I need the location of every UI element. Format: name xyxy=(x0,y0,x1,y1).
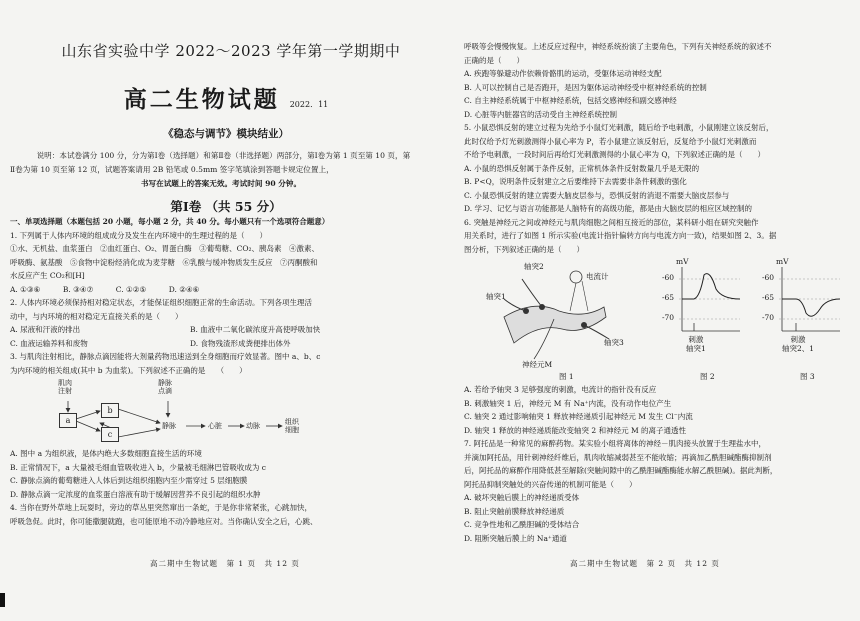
question-4-line: 正确的是（ ） xyxy=(464,55,524,65)
fig3-stimulus-label: 刺激 轴突2、1 xyxy=(782,335,815,353)
option-d: D. 食物残渣形成粪便排出体外 xyxy=(190,338,291,348)
flow-arrows xyxy=(50,379,370,443)
question-3-option-d: D. 静脉点滴一定浓度的血浆蛋白溶液有助于缓解因营养不良引起的组织水肿 xyxy=(10,489,261,499)
question-5-option-a: A. 小鼠的恐惧反射属于条件反射，正常机体条件反射数量几乎是无限的 xyxy=(464,163,700,173)
option-a: A. 尿液和汗液的排出 xyxy=(10,325,81,334)
question-6-option-a: A. 若给予轴突 3 足够强度的刺激，电流计的指针没有反应 xyxy=(464,385,657,394)
school-title: 山东省实验中学 2022～2023 学年第一学期期中 xyxy=(61,42,401,60)
question-5-option-d: D. 学习、记忆与语言功能都是人脑特有的高级功能，都是由大脑皮层的相应区域控制的 xyxy=(464,204,753,213)
question-4-option-d: D. 心脏等内脏器官的活动受自主神经系统控制 xyxy=(464,109,618,119)
fig1-axon-2-label: 轴突2 xyxy=(524,262,544,271)
question-1-line: 水反应产生 CO₂和[H] xyxy=(10,271,85,280)
figure-1-caption: 图 1 xyxy=(559,372,574,381)
fig3-tick-label: -70 xyxy=(762,313,775,322)
question-4-line: 呼吸急促。此时，你可能撒腿就跑，也可能原地不动冷静地应对。当你确认安全之后，心跳、 xyxy=(10,516,318,526)
flow-box-c: c xyxy=(101,427,119,442)
flow-box-b: b xyxy=(101,403,119,418)
question-3: 3. 与肌肉注射相比，静脉点滴因能将大剂量药物迅速送到全身细胞而疗效显著。图中 a、b、c xyxy=(10,352,321,361)
question-5-option-b: B. P<Q，说明条件反射建立之后要维持下去需要非条件刺激的强化 xyxy=(464,177,687,186)
question-4-option-b: B. 人可以控制自己是否跑开，是因为躯体运动神经受中枢神经系统的控制 xyxy=(464,82,707,92)
question-5: 5. 小鼠恐惧反射的建立过程为先给予小鼠灯光刺激，随后给予电刺激，小鼠刚建立该反射后， xyxy=(464,123,774,132)
question-1-options: A. ①③⑥ B. ③④⑦ C. ①②⑤ D. ②④⑥ xyxy=(10,284,200,294)
question-7-line: 后，阿托品的麻醉作用降低甚至解除(突触间隙中的乙酰胆碱酯酶能水解乙酰胆碱)。据此判断， xyxy=(464,466,778,475)
exam-title-text: 高二生物试题 xyxy=(123,86,280,113)
fig2-unit: mV xyxy=(676,257,689,266)
question-6-line: 用关系时，进行了如图 1 所示实验(电流计指针偏转方向与电流方向一致)，结果如图 2、3。据 xyxy=(464,231,777,240)
flow-artery: 动脉 xyxy=(246,422,260,430)
page-footer: 高二期中生物试题 第 1 页 共 12 页 xyxy=(150,559,300,568)
question-2-line: 动中，与内环境的相对稳定无直接关系的是（ ） xyxy=(10,311,183,321)
exam-date: 2022．11 xyxy=(289,100,329,109)
figure-1-neuron-diagram xyxy=(484,259,634,367)
question-7: 7. 阿托品是一种常见的麻醉药物。某实验小组将离体的神经－肌肉接头放置于生理盐水中， xyxy=(464,439,767,448)
fig1-axon-1-label: 轴突1 xyxy=(486,292,506,301)
section-heading: 第Ⅰ卷 （共 55 分） xyxy=(170,199,282,214)
question-6-option-b: B. 刺激轴突 1 后，神经元 M 有 Na⁺内流，没有动作电位产生 xyxy=(464,398,672,408)
instructions-bold: 书写在试题上的答案无效。考试时间 90 分钟。 xyxy=(140,179,302,188)
fig2-tick-label: -70 xyxy=(662,313,675,322)
fig3-unit: mV xyxy=(776,257,789,266)
question-4: 4. 当你在野外草地上玩耍时，旁边的草丛里突然窜出一条蛇，于是你非常紧张，心跳加快， xyxy=(10,503,313,512)
question-7-option-d: D. 阻断突触后膜上的 Na⁺通道 xyxy=(464,533,567,543)
exam-page-2 xyxy=(430,0,860,621)
module-subtitle: 《稳态与调节》模块结业） xyxy=(163,128,289,140)
question-4-line: 呼吸等会慢慢恢复。上述反应过程中，神经系统扮演了主要角色，下列有关神经系统的叙述不 xyxy=(464,42,772,51)
question-5-line: 此时仅给予灯光刺激测得小鼠心率为 P，若小鼠建立该反射后，反复给予小鼠灯光刺激而 xyxy=(464,136,757,146)
flow-heart: 心脏 xyxy=(208,422,222,430)
question-2-options-cd xyxy=(10,337,412,351)
figure-2-caption: 图 2 xyxy=(700,372,715,381)
question-1: 1. 下列属于人体内环境的组成成分及发生在内环境中的生理过程的是（ ） xyxy=(10,230,268,240)
fig2-stimulus-label: 刺激 轴突1 xyxy=(686,335,706,353)
question-4-option-c: C. 自主神经系统属于中枢神经系统，包括交感神经和副交感神经 xyxy=(464,96,677,105)
part-heading: 一、单项选择题（本题包括 20 小题，每小题 2 分，共 40 分。每小题只有一个选项符合题意） xyxy=(10,217,330,226)
flow-tissue-cells: 组织 细胞 xyxy=(285,418,299,434)
fig3-tick-label: -65 xyxy=(762,293,775,302)
question-6-line: 图分析，下列叙述正确的是（ ） xyxy=(464,244,584,254)
fig1-axon-3-label: 轴突3 xyxy=(604,338,624,347)
page-footer: 高二期中生物试题 第 2 页 共 12 页 xyxy=(570,559,720,568)
question-2-options-ab xyxy=(10,323,412,337)
exam-title xyxy=(40,81,412,114)
question-5-option-c: C. 小鼠恐惧反射的建立需要大脑皮层参与，恐惧反射的消退不需要大脑皮层参与 xyxy=(464,190,730,200)
question-4-option-a: A. 疾跑等躲避动作依赖骨骼肌的运动，受躯体运动神经支配 xyxy=(464,69,662,78)
flow-vein: 静脉 xyxy=(162,422,176,430)
figure-3-caption: 图 3 xyxy=(800,372,815,381)
question-7-line: 阿托品抑制突触处的兴奋传递的机制可能是（ ） xyxy=(464,479,637,489)
question-1-line: ①水、无机盐、血浆蛋白 ②血红蛋白、O₂、胃蛋白酶 ③葡萄糖、CO₂、胰岛素 ④激素、 xyxy=(10,244,320,253)
question-3-line: 为内环境的相关组成(其中 b 为血浆)。下列叙述不正确的是 （ ） xyxy=(10,365,247,375)
fig1-meter-label: 电流计 xyxy=(586,272,609,281)
fig2-tick-label: -60 xyxy=(662,273,675,282)
instructions: 说明：本试卷满分 100 分，分为第Ⅰ卷（选择题）和第Ⅱ卷（非选择题）两部分，第Ⅰ卷为第 1 页至第 10 页，第Ⅱ卷为第 10 页至第 12 页，试题答案请用 2B 铅笔或 0.5mm 签字笔填涂到答题卡规定位置上， xyxy=(10,151,411,174)
question-6-option-d: D. 轴突 1 释放的神经递质能改变轴突 2 和神经元 M 的离子通透性 xyxy=(464,425,687,435)
question-7-option-c: C. 竞争性地和乙酰胆碱的受体结合 xyxy=(464,520,580,529)
synapse-figures xyxy=(464,259,846,381)
question-3-option-b: B. 正常情况下，a 大量被毛细血管吸收进入 b，少量被毛细淋巴管吸收成为 c xyxy=(10,462,266,472)
fig1-neuron-m-label: 神经元M xyxy=(522,360,553,369)
question-3-option-a: A. 图中 a 为组织液，是体内绝大多数细胞直接生活的环境 xyxy=(10,449,202,458)
question-7-line: 并滴加阿托品，用针刺神经纤维后，肌肉收缩减弱甚至不能收缩；再滴加乙酰胆碱酯酶抑制剂 xyxy=(464,452,772,462)
flow-muscle-injection: 肌肉 注射 xyxy=(58,379,72,395)
option-b: B. 血液中二氧化碳浓度升高使呼吸加快 xyxy=(190,325,321,334)
question-7-option-a: A. 破坏突触后膜上的神经递质受体 xyxy=(464,493,580,502)
question-7-option-b: B. 阻止突触前膜释放神经递质 xyxy=(464,506,565,516)
question-6-option-c: C. 轴突 2 通过影响轴突 1 释放神经递质引起神经元 M 发生 Cl⁻内流 xyxy=(464,412,693,421)
question-6: 6. 突触是神经元之间或神经元与肌肉细胞之间相互接近的部位，某科研小组在研究突触作 xyxy=(464,217,759,227)
injection-flow-diagram xyxy=(50,379,370,443)
scan-edge-mark xyxy=(0,593,5,607)
fig3-tick-label: -60 xyxy=(762,273,775,282)
fig2-tick-label: -65 xyxy=(662,293,675,302)
option-c: C. 血液运输养料和废物 xyxy=(10,338,88,348)
flow-iv-drip: 静脉 点滴 xyxy=(158,379,172,395)
question-2: 2. 人体内环境必须保持相对稳定状态，才能保证组织细胞正常的生命活动。下列各项生理活 xyxy=(10,298,313,307)
question-3-option-c: C. 静脉点滴的葡萄糖进入人体后到达组织细胞内至少需穿过 5 层细胞膜 xyxy=(10,476,248,485)
question-1-line: 呼吸酶、氨基酸 ⑤食物中淀粉经消化成为麦芽糖 ⑥乳酸与缓冲物质发生反应 ⑦丙酮酸和 xyxy=(10,257,318,267)
question-5-line: 不给予电刺激，一段时间后再给灯光刺激测得的小鼠心率为 Q，下列叙述正确的是（ ） xyxy=(464,150,766,159)
flow-box-a: a xyxy=(59,413,77,428)
